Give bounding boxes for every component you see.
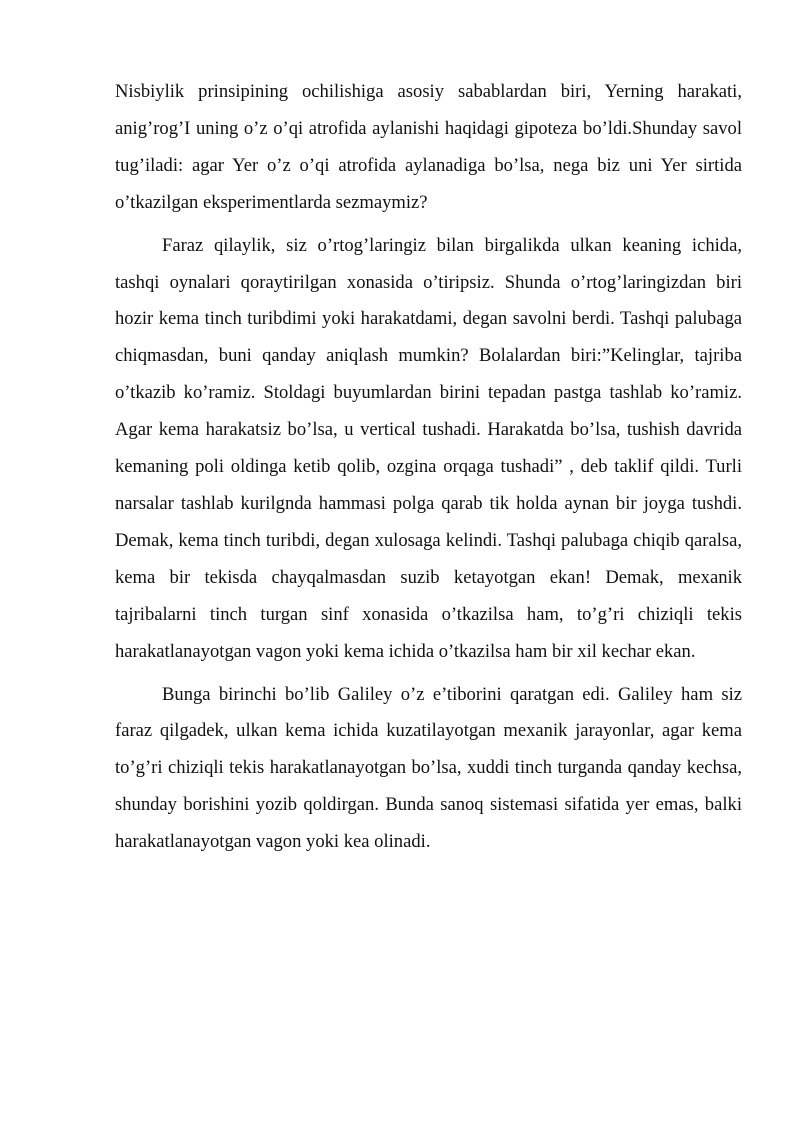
paragraph-1: Nisbiylik prinsipining ochilishiga asosiy sabablardan biri, Yerning harakati, anig’rog’I uning o’z o’qi atrofida aylanishi haqidagi gipoteza bo’ldi.Shunday savol tug’iladi: agar Yer o’z o’qi atrofida aylanadiga bo’lsa, nega biz uni Yer sirtida o’tkazilgan eksperimentlarda sezmaymiz? bbox=[115, 81, 742, 213]
document-page bbox=[115, 74, 742, 867]
paragraph-2: Faraz qilaylik, siz o’rtog’laringiz bilan birgalikda ulkan keaning ichida, tashqi oynalari qoraytirilgan xonasida o’tiripsiz. Shunda o’rtog’laringizdan biri hozir kema tinch turibdimi yoki harakatdami, degan savolni berdi. Tashqi palubaga chiqmasdan, buni qanday aniqlash mumkin? Bolalardan biri:”Kelinglar, tajriba o’tkazib ko’ramiz. Stoldagi buyumlardan birini tepadan pastga tashlab ko’ramiz. Agar kema harakatsiz bo’lsa, u vertical tushadi. Harakatda bo’lsa, tushish davrida kemaning poli oldinga ketib qolib, ozgina orqaga tushadi” , deb taklif qildi. Turli narsalar tashlab kurilgnda hammasi polga qarab tik holda aynan bir joyga tushdi. Demak, kema tinch turibdi, degan xulosaga kelindi. Tashqi palubaga chiqib qaralsa, kema bir tekisda chayqalmasdan suzib ketayotgan ekan! Demak, mexanik tajribalarni tinch turgan sinf xonasida o’tkazilsa ham, to’g’ri chiziqli tekis harakatlanayotgan vagon yoki kema ichida o’tkazilsa ham bir xil kechar ekan. bbox=[115, 234, 742, 662]
paragraph-3: Bunga birinchi bo’lib Galiley o’z e’tiborini qaratgan edi. Galiley ham siz faraz qilgadek, ulkan kema ichida kuzatilayotgan mexanik jarayonlar, agar kema to’g’ri chiziqli tekis harakatlanayotgan bo’lsa, xuddi tinch turganda qanday kechsa, shunday borishini yozib qoldirgan. Bunda sanoq sistemasi sifatida yer emas, balki harakatlanayotgan vagon yoki kea olinadi. bbox=[115, 683, 742, 853]
